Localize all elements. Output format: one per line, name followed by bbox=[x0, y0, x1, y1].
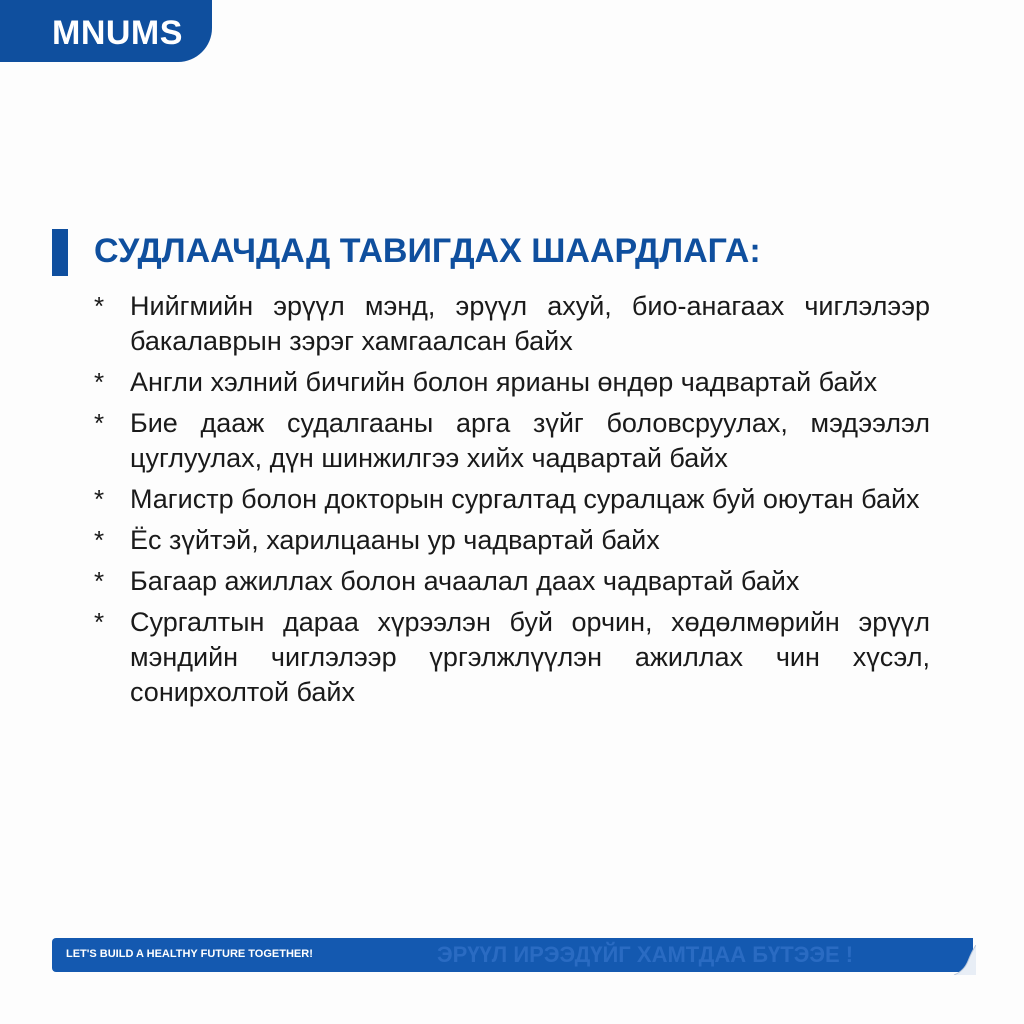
mnums-logo: MNUMS bbox=[52, 14, 183, 52]
list-item bbox=[94, 406, 930, 476]
section-heading: СУДЛААЧДАД ТАВИГДАХ ШААРДЛАГА: bbox=[94, 232, 761, 270]
asterisk-bullet-icon: * bbox=[94, 525, 105, 555]
requirement-text: Англи хэлний бичгийн болон ярианы өндөр чадвартай байх bbox=[130, 367, 878, 397]
list-item bbox=[94, 564, 930, 599]
list-item bbox=[94, 605, 930, 710]
footer-band bbox=[52, 938, 973, 972]
asterisk-bullet-icon: * bbox=[94, 484, 105, 514]
requirement-text: Багаар ажиллах болон ачаалал даах чадвартай байх bbox=[130, 566, 800, 596]
page-curl-icon bbox=[950, 945, 976, 975]
requirement-text: Магистр болон докторын сургалтад суралцаж буй оюутан байх bbox=[130, 484, 920, 514]
requirement-text: Нийгмийн эрүүл мэнд, эрүүл ахуй, био-анагаах чиглэлээр бакалаврын зэрэг хамгаалсан байх bbox=[130, 291, 930, 356]
list-item bbox=[94, 523, 930, 558]
logo-tab bbox=[0, 0, 212, 62]
asterisk-bullet-icon: * bbox=[94, 367, 105, 397]
requirement-text: Ёс зүйтэй, харилцааны ур чадвартай байх bbox=[130, 525, 660, 555]
heading-accent-bar bbox=[52, 229, 68, 276]
footer-slogan-english: LET'S BUILD A HEALTHY FUTURE TOGETHER! bbox=[66, 948, 313, 960]
requirement-text: Сургалтын дараа хүрээлэн буй орчин, хөдөлмөрийн эрүүл мэндийн чиглэлээр үргэлжлүүлэн ажиллах чин хүсэл, сонирхолтой байх bbox=[130, 607, 930, 707]
asterisk-bullet-icon: * bbox=[94, 607, 105, 637]
list-item bbox=[94, 289, 930, 359]
requirement-text: Бие дааж судалгааны арга зүйг боловсруулах, мэдээлэл цуглуулах, дүн шинжилгээ хийх чадвартай байх bbox=[130, 408, 930, 473]
list-item bbox=[94, 482, 930, 517]
asterisk-bullet-icon: * bbox=[94, 408, 105, 438]
asterisk-bullet-icon: * bbox=[94, 291, 105, 321]
asterisk-bullet-icon: * bbox=[94, 566, 105, 596]
footer-slogan-mongolian: ЭРҮҮЛ ИРЭЭДҮЙГ ХАМТДАА БҮТЭЭЕ ! bbox=[437, 942, 854, 967]
requirements-list bbox=[94, 289, 930, 716]
list-item bbox=[94, 365, 930, 400]
